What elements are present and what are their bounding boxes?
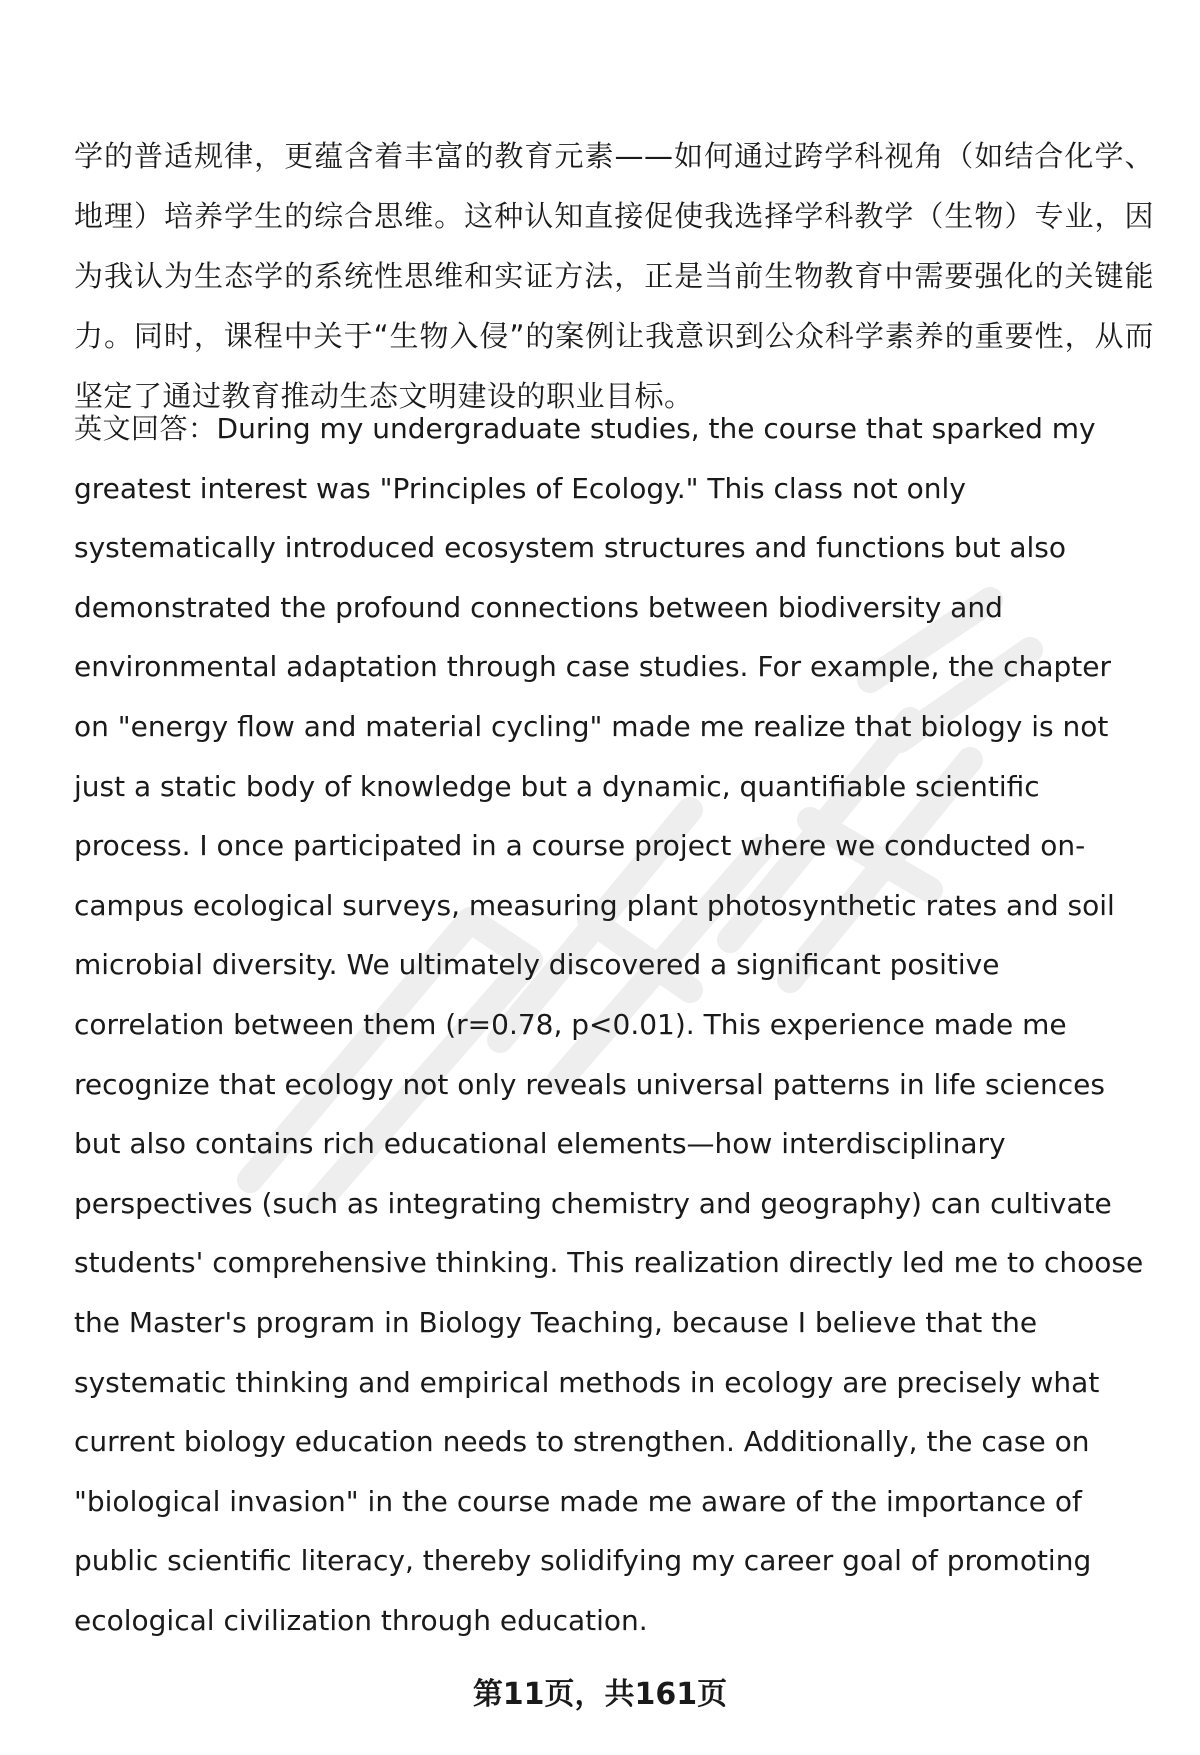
page-number: 第11页，共161页 <box>472 1677 728 1712</box>
english-answer-text: During my undergraduate studies, the course that sparked my greatest interest was "Principles of Ecology." This class not only systematically introduced ecosystem structures and functions but also demonstrated the profound connections between biodiversity and environmental adaptation through case studies. For example, the chapter on "energy flow and material cycling" made me realize that biology is not just a static body of knowledge but a dynamic, quantifiable scientific process. I once participated in a course project where we conducted on-campus ecological surveys, measuring plant photosynthetic rates and soil microbial diversity. We ultimately discovered a significant positive correlation between them (r=0.78, p<0.01). This experience made me recognize that ecology not only reveals universal patterns in life sciences but also contains rich educational elements—how interdisciplinary perspectives (such as integrating chemistry and geography) can cultivate students' comprehensive thinking. This realization directly led me to choose the Master's program in Biology Teaching, because I believe that the systematic thinking and empirical methods in ecology are precisely what current biology education needs to strengthen. Additionally, the case on "biological invasion" in the course made me aware of the importance of public scientific literacy, thereby solidifying my career goal of promoting ecological civilization through education. <box>74 412 1144 1637</box>
chinese-paragraph: 学的普适规律，更蕴含着丰富的教育元素——如何通过跨学科视角（如结合化学、地理）培养学生的综合思维。这种认知直接促使我选择学科教学（生物）专业，因为我认为生态学的系统性思维和实证方法，正是当前生物教育中需要强化的关键能力。同时，课程中关于“生物入侵”的案例让我意识到公众科学素养的重要性，从而坚定了通过教育推动生态文明建设的职业目标。 <box>74 139 1154 413</box>
answer-label: 英文回答： <box>74 412 217 445</box>
english-answer-paragraph <box>74 399 1154 1650</box>
